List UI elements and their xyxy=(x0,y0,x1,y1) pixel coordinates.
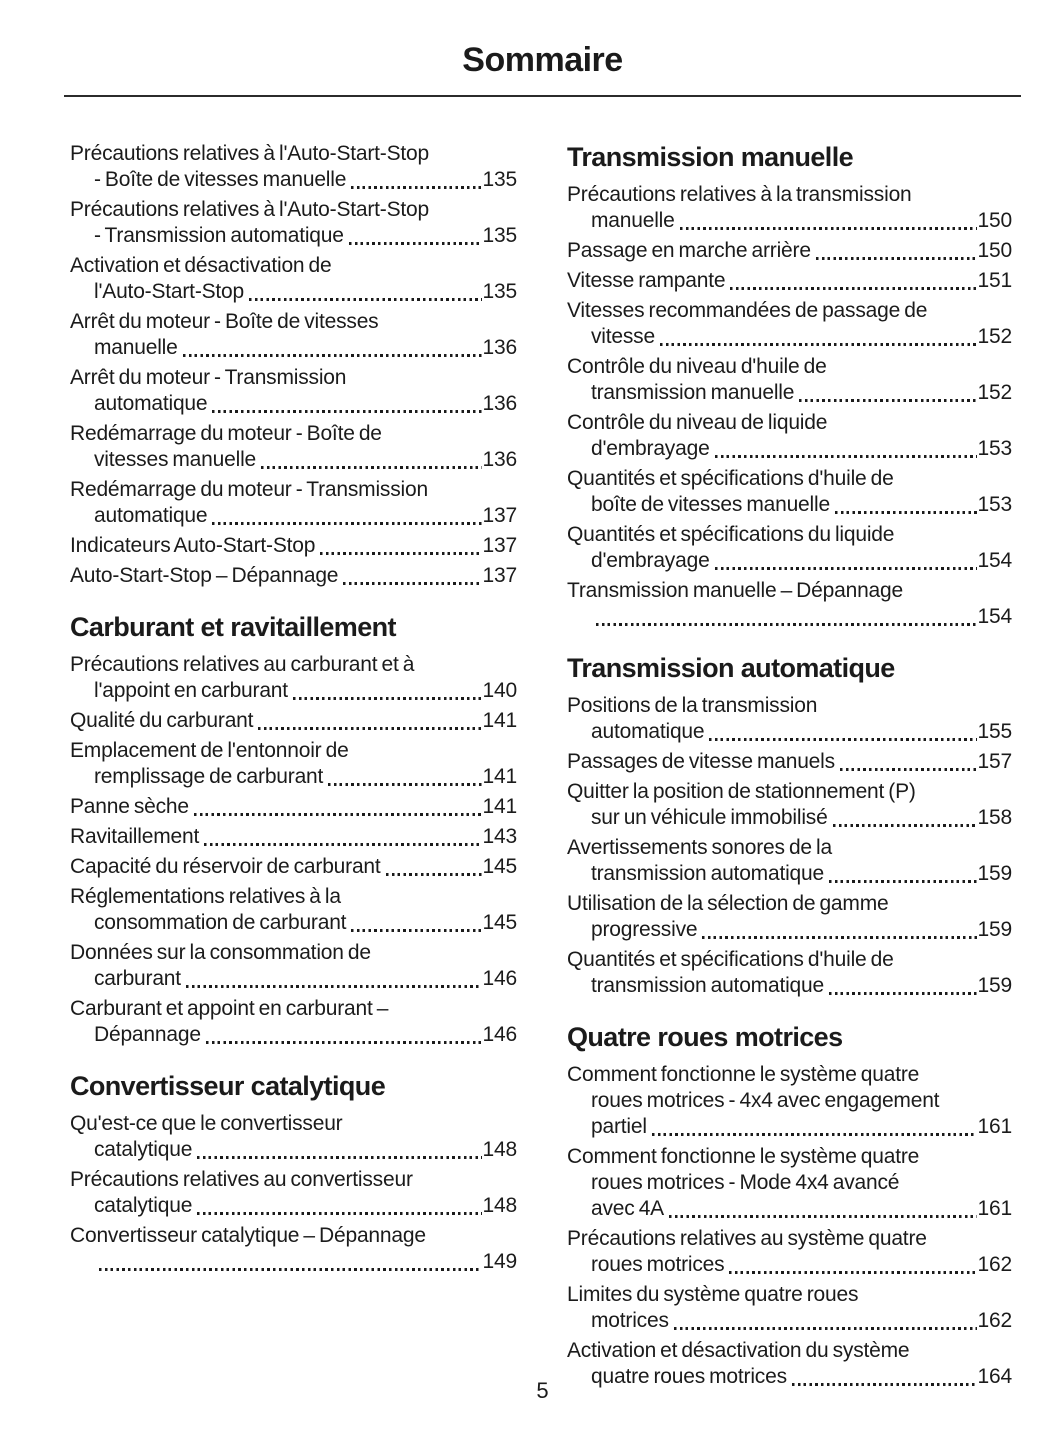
entry-title-text: Redémarrage du moteur - Boîte de xyxy=(70,422,382,445)
entry-title-text: Ravitaillement xyxy=(70,825,200,848)
dot-leader xyxy=(816,257,977,260)
toc-section xyxy=(567,652,1012,999)
entry-page-number: 145 xyxy=(482,855,517,878)
dot-leader xyxy=(680,227,977,230)
entry-title-text: roues motrices - 4x4 avec engagement xyxy=(591,1089,940,1112)
entry-title-text: Qu'est-ce que le convertisseur xyxy=(70,1112,343,1135)
entry-title-text: quatre roues motrices xyxy=(591,1365,787,1388)
entry-title-text: Quantités et spécifications du liquide xyxy=(567,523,895,546)
footer-page-number: 5 xyxy=(536,1378,549,1403)
entry-page-number: 137 xyxy=(482,504,517,527)
toc-column-left xyxy=(70,141,517,1394)
entry-title-text: l'Auto-Start-Stop xyxy=(94,280,245,303)
dot-leader xyxy=(261,466,482,469)
entry-title-text: Indicateurs Auto-Start-Stop xyxy=(70,534,316,557)
entry-title-text: Capacité du réservoir de carburant xyxy=(70,855,381,878)
entry-page-number: 162 xyxy=(977,1309,1012,1332)
entry-title-text: Activation et désactivation du système xyxy=(567,1339,910,1362)
section-heading: Transmission automatique xyxy=(567,653,895,683)
toc-entry[interactable] xyxy=(70,854,517,880)
entry-title-text: Quantités et spécifications d'huile de xyxy=(567,948,894,971)
dot-leader xyxy=(715,567,977,570)
toc-entry[interactable] xyxy=(70,652,517,704)
dot-leader xyxy=(293,697,482,700)
entry-title-text: Activation et désactivation de xyxy=(70,254,332,277)
entry-page-number: 150 xyxy=(977,209,1012,232)
entry-title-text: d'embrayage xyxy=(591,549,710,572)
entry-title-text: Comment fonctionne le système quatre xyxy=(567,1063,920,1086)
dot-leader xyxy=(197,1156,481,1159)
toc-entry[interactable] xyxy=(70,1223,517,1275)
entry-title-text: l'appoint en carburant xyxy=(94,679,288,702)
entry-title-text: Précautions relatives au convertisseur xyxy=(70,1168,413,1191)
dot-leader xyxy=(799,399,976,402)
dot-leader xyxy=(249,298,482,301)
toc-entry[interactable] xyxy=(70,197,517,249)
toc-entry[interactable] xyxy=(567,238,1012,264)
entry-page-number: 152 xyxy=(977,381,1012,404)
entry-page-number: 151 xyxy=(977,269,1012,292)
toc-entry[interactable] xyxy=(567,410,1012,462)
dot-leader xyxy=(660,343,977,346)
toc-entry[interactable] xyxy=(567,578,1012,630)
toc-entry[interactable] xyxy=(567,522,1012,574)
entry-title-text: transmission automatique xyxy=(591,862,824,885)
entry-page-number: 146 xyxy=(482,967,517,990)
entry-page-number: 159 xyxy=(977,974,1012,997)
entry-page-number: 136 xyxy=(482,392,517,415)
dot-leader xyxy=(197,1212,481,1215)
entry-title-text: catalytique xyxy=(94,1138,193,1161)
entry-page-number: 162 xyxy=(977,1253,1012,1276)
dot-leader xyxy=(328,783,481,786)
section-heading: Convertisseur catalytique xyxy=(70,1071,386,1101)
dot-leader xyxy=(829,880,977,883)
entry-title-text: vitesse xyxy=(591,325,655,348)
entry-page-number: 141 xyxy=(482,765,517,788)
dot-leader xyxy=(212,522,481,525)
toc-entry[interactable] xyxy=(70,365,517,417)
entry-page-number: 141 xyxy=(482,709,517,732)
dot-leader xyxy=(186,985,482,988)
toc-entry[interactable] xyxy=(70,1111,517,1163)
entry-page-number: 135 xyxy=(482,224,517,247)
toc-entry[interactable] xyxy=(567,1144,1012,1222)
toc-entry[interactable] xyxy=(70,996,517,1048)
entry-page-number: 153 xyxy=(977,493,1012,516)
toc-entry[interactable] xyxy=(567,466,1012,518)
entry-title-text: Précautions relatives à l'Auto-Start-Stop xyxy=(70,142,429,165)
entry-title-text: - Boîte de vitesses manuelle xyxy=(94,168,347,191)
entry-title-text: Emplacement de l'entonnoir de xyxy=(70,739,349,762)
entry-title-text: Précautions relatives au carburant et à xyxy=(70,653,415,676)
entry-title-text: Comment fonctionne le système quatre xyxy=(567,1145,920,1168)
entry-title-text: motrices xyxy=(591,1309,669,1332)
entry-page-number: 136 xyxy=(482,336,517,359)
entry-title-text: transmission manuelle xyxy=(591,381,795,404)
entry-page-number: 148 xyxy=(482,1138,517,1161)
dot-leader xyxy=(829,992,977,995)
dot-leader xyxy=(212,410,481,413)
entry-title-text: automatique xyxy=(94,392,208,415)
dot-leader xyxy=(596,623,977,626)
dot-leader xyxy=(99,1268,482,1271)
toc-entry[interactable] xyxy=(70,794,517,820)
entry-title-text: Dépannage xyxy=(94,1023,201,1046)
entry-title-text: d'embrayage xyxy=(591,437,710,460)
toc-entry[interactable] xyxy=(70,884,517,936)
entry-title-text: roues motrices xyxy=(591,1253,725,1276)
entry-page-number: 153 xyxy=(977,437,1012,460)
entry-title-text: Carburant et appoint en carburant – xyxy=(70,997,389,1020)
dot-leader xyxy=(674,1327,977,1330)
toc-entry[interactable] xyxy=(70,141,517,193)
entry-page-number: 154 xyxy=(977,605,1012,628)
entry-title-text: remplissage de carburant xyxy=(94,765,324,788)
dot-leader xyxy=(835,511,977,514)
page-footer xyxy=(64,1378,1021,1404)
entry-title-text: Précautions relatives au système quatre xyxy=(567,1227,927,1250)
entry-title-text: Arrêt du moteur - Transmission xyxy=(70,366,347,389)
entry-page-number: 145 xyxy=(482,911,517,934)
toc-entry[interactable] xyxy=(70,1167,517,1219)
entry-page-number: 146 xyxy=(482,1023,517,1046)
entry-page-number: 158 xyxy=(977,806,1012,829)
entry-page-number: 154 xyxy=(977,549,1012,572)
dot-leader xyxy=(351,929,481,932)
dot-leader xyxy=(204,843,481,846)
toc-entry[interactable] xyxy=(567,298,1012,350)
entry-title-text: Vitesses recommandées de passage de xyxy=(567,299,928,322)
entry-page-number: 136 xyxy=(482,448,517,471)
section-heading: Transmission manuelle xyxy=(567,142,854,172)
toc-entry[interactable] xyxy=(567,749,1012,775)
dot-leader xyxy=(652,1133,977,1136)
toc-entry[interactable] xyxy=(567,891,1012,943)
dot-leader xyxy=(730,287,976,290)
toc-entry[interactable] xyxy=(70,253,517,305)
dot-leader xyxy=(715,455,977,458)
entry-page-number: 164 xyxy=(977,1365,1012,1388)
toc-entry[interactable] xyxy=(567,835,1012,887)
entry-page-number: 140 xyxy=(482,679,517,702)
dot-leader xyxy=(386,873,482,876)
entry-page-number: 143 xyxy=(482,825,517,848)
toc-entry[interactable] xyxy=(70,309,517,361)
toc-entry[interactable] xyxy=(70,940,517,992)
toc-entry[interactable] xyxy=(70,421,517,473)
dot-leader xyxy=(320,552,481,555)
entry-title-text: Précautions relatives à l'Auto-Start-Stop xyxy=(70,198,429,221)
entry-title-text: automatique xyxy=(591,720,705,743)
entry-title-text: boîte de vitesses manuelle xyxy=(591,493,830,516)
dot-leader xyxy=(343,582,481,585)
entry-title-text: Quitter la position de stationnement (P) xyxy=(567,780,916,803)
entry-title-text: Utilisation de la sélection de gamme xyxy=(567,892,889,915)
entry-title-text: Réglementations relatives à la xyxy=(70,885,341,908)
toc-columns xyxy=(0,97,1055,1394)
entry-page-number: 137 xyxy=(482,534,517,557)
section-heading: Carburant et ravitaillement xyxy=(70,612,396,642)
toc-entry[interactable] xyxy=(70,824,517,850)
toc-entry[interactable] xyxy=(567,779,1012,831)
toc-entry[interactable] xyxy=(70,738,517,790)
toc-section xyxy=(70,141,517,589)
entry-title-text: Avertissements sonores de la xyxy=(567,836,832,859)
dot-leader xyxy=(206,1041,482,1044)
toc-entry[interactable] xyxy=(567,354,1012,406)
entry-title-text: Données sur la consommation de xyxy=(70,941,371,964)
dot-leader xyxy=(669,1215,977,1218)
toc-entry[interactable] xyxy=(70,533,517,559)
toc-column-right xyxy=(567,141,1012,1394)
toc-entry[interactable] xyxy=(70,563,517,589)
toc-entry[interactable] xyxy=(567,268,1012,294)
entry-page-number: 157 xyxy=(977,750,1012,773)
entry-title-text: Contrôle du niveau d'huile de xyxy=(567,355,827,378)
toc-entry[interactable] xyxy=(567,1062,1012,1140)
entry-title-text: automatique xyxy=(94,504,208,527)
entry-title-text: Contrôle du niveau de liquide xyxy=(567,411,828,434)
dot-leader xyxy=(702,936,976,939)
entry-title-text: Redémarrage du moteur - Transmission xyxy=(70,478,428,501)
entry-title-text: roues motrices - Mode 4x4 avancé xyxy=(591,1171,900,1194)
toc-section xyxy=(567,1021,1012,1390)
dot-leader xyxy=(194,813,482,816)
section-heading: Quatre roues motrices xyxy=(567,1022,843,1052)
entry-title-text: Auto-Start-Stop – Dépannage xyxy=(70,564,339,587)
entry-title-text: vitesses manuelle xyxy=(94,448,257,471)
toc-entry[interactable] xyxy=(567,182,1012,234)
dot-leader xyxy=(258,727,481,730)
entry-page-number: 159 xyxy=(977,918,1012,941)
toc-section xyxy=(70,611,517,1048)
entry-title-text: partiel xyxy=(591,1115,647,1138)
dot-leader xyxy=(183,354,482,357)
entry-title-text: Passage en marche arrière xyxy=(567,239,811,262)
toc-entry[interactable] xyxy=(567,693,1012,745)
dot-leader xyxy=(709,738,976,741)
entry-page-number: 148 xyxy=(482,1194,517,1217)
toc-section xyxy=(567,141,1012,630)
entry-title-text: Limites du système quatre roues xyxy=(567,1283,859,1306)
page-title: Sommaire xyxy=(462,41,623,79)
entry-title-text: Vitesse rampante xyxy=(567,269,726,292)
entry-title-text: Arrêt du moteur - Boîte de vitesses xyxy=(70,310,379,333)
entry-title-text: Précautions relatives à la transmission xyxy=(567,183,912,206)
entry-page-number: 135 xyxy=(482,280,517,303)
entry-title-text: Quantités et spécifications d'huile de xyxy=(567,467,894,490)
entry-title-text: Transmission manuelle – Dépannage xyxy=(567,579,903,602)
entry-page-number: 150 xyxy=(977,239,1012,262)
entry-page-number: 161 xyxy=(977,1115,1012,1138)
entry-title-text: Positions de la transmission xyxy=(567,694,818,717)
toc-entry[interactable] xyxy=(70,477,517,529)
dot-leader xyxy=(349,242,482,245)
entry-title-text: transmission automatique xyxy=(591,974,824,997)
toc-entry[interactable] xyxy=(567,947,1012,999)
toc-entry[interactable] xyxy=(567,1282,1012,1334)
entry-page-number: 161 xyxy=(977,1197,1012,1220)
entry-title-text: carburant xyxy=(94,967,181,990)
entry-title-text: sur un véhicule immobilisé xyxy=(591,806,828,829)
entry-title-text: manuelle xyxy=(591,209,675,232)
entry-title-text: consommation de carburant xyxy=(94,911,347,934)
dot-leader xyxy=(840,768,977,771)
entry-title-text: Panne sèche xyxy=(70,795,189,818)
toc-entry[interactable] xyxy=(567,1226,1012,1278)
entry-page-number: 155 xyxy=(977,720,1012,743)
entry-page-number: 149 xyxy=(482,1250,517,1273)
entry-title-text: Passages de vitesse manuels xyxy=(567,750,835,773)
entry-page-number: 159 xyxy=(977,862,1012,885)
entry-page-number: 137 xyxy=(482,564,517,587)
entry-page-number: 135 xyxy=(482,168,517,191)
entry-title-text: manuelle xyxy=(94,336,178,359)
entry-page-number: 141 xyxy=(482,795,517,818)
dot-leader xyxy=(833,824,977,827)
toc-entry[interactable] xyxy=(70,708,517,734)
entry-title-text: progressive xyxy=(591,918,698,941)
toc-section xyxy=(70,1070,517,1275)
dot-leader xyxy=(351,186,481,189)
dot-leader xyxy=(729,1271,976,1274)
entry-title-text: catalytique xyxy=(94,1194,193,1217)
entry-title-text: Convertisseur catalytique – Dépannage xyxy=(70,1224,426,1247)
entry-title-text: - Transmission automatique xyxy=(94,224,344,247)
page-header xyxy=(0,0,1055,97)
entry-title-text: avec 4A xyxy=(591,1197,664,1220)
entry-page-number: 152 xyxy=(977,325,1012,348)
entry-title-text: Qualité du carburant xyxy=(70,709,254,732)
